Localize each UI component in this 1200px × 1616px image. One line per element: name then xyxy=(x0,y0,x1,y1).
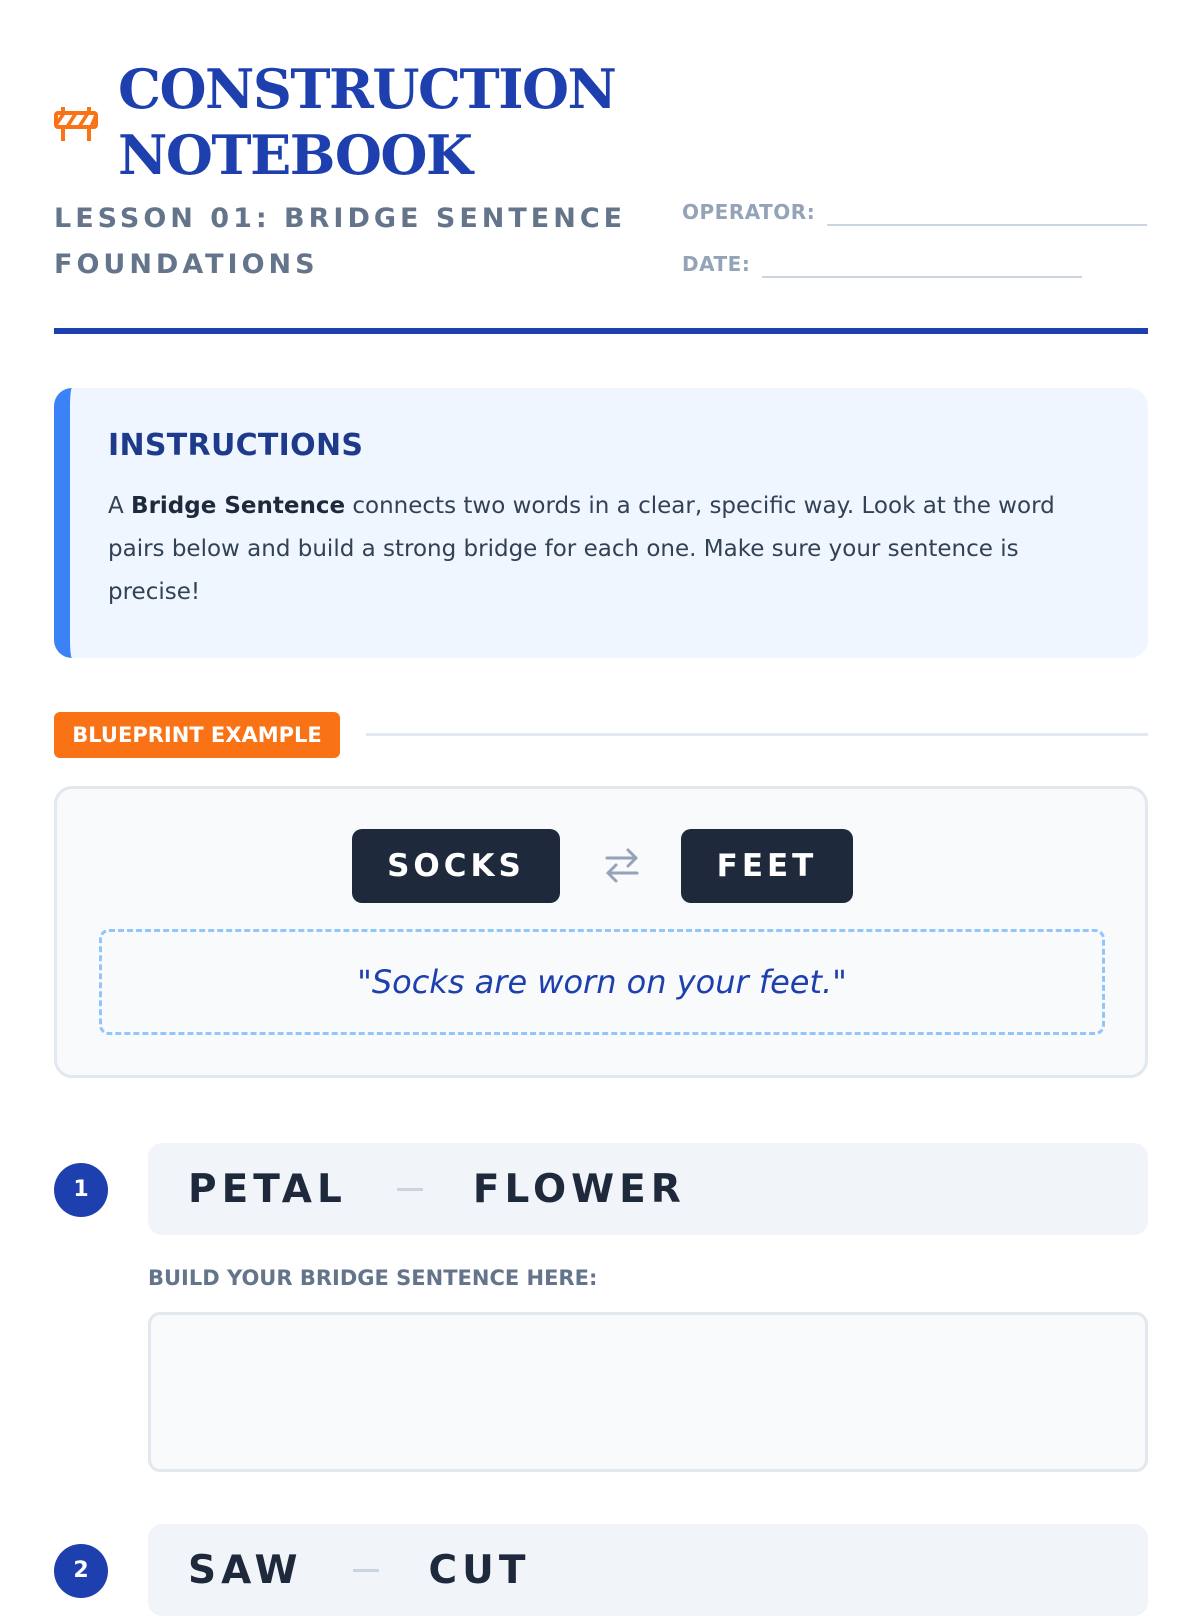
operator-label: OPERATOR: xyxy=(682,200,816,224)
instructions-intro: A xyxy=(108,493,132,519)
page-title-line-1: CONSTRUCTION xyxy=(118,57,616,121)
instructions-title: INSTRUCTIONS xyxy=(108,428,364,463)
word-pair-1-word-b: FLOWER xyxy=(472,1166,686,1212)
instructions-body: connects two words in a clear, specific way. Look at the word pairs below and build a strong bridge for each one. Make sure your sentence is precise! xyxy=(108,493,1055,605)
build-prompt-1: BUILD YOUR BRIDGE SENTENCE HERE: xyxy=(148,1266,598,1290)
exercise-number-2: 2 xyxy=(54,1544,108,1598)
blueprint-card xyxy=(54,786,1148,1078)
word-pair-2-word-b: CUT xyxy=(428,1547,531,1593)
barrier-icon xyxy=(54,103,98,147)
date-input-line[interactable] xyxy=(762,276,1082,278)
word-pair-2-separator xyxy=(353,1569,379,1572)
exercise-number-1: 1 xyxy=(54,1163,108,1217)
date-field xyxy=(682,250,1082,278)
word-pair-2 xyxy=(148,1524,1148,1616)
word-pair-1-separator xyxy=(397,1188,423,1191)
blueprint-word-b: FEET xyxy=(681,829,853,903)
word-pair-1 xyxy=(148,1143,1148,1235)
instructions-panel xyxy=(54,388,1148,658)
blueprint-sentence: "Socks are worn on your feet." xyxy=(99,929,1105,1035)
operator-input-line[interactable] xyxy=(827,224,1147,226)
date-label: DATE: xyxy=(682,252,751,276)
header-divider xyxy=(54,328,1148,334)
lesson-subtitle-line-2: FOUNDATIONS xyxy=(54,249,319,280)
instructions-term: Bridge Sentence xyxy=(131,493,346,519)
blueprint-badge: BLUEPRINT EXAMPLE xyxy=(54,712,340,758)
swap-arrows-icon xyxy=(602,845,642,885)
word-pair-1-word-a: PETAL xyxy=(188,1166,347,1212)
title-block xyxy=(54,56,615,188)
answer-box-1[interactable] xyxy=(148,1312,1148,1472)
blueprint-word-a: SOCKS xyxy=(352,829,560,903)
page-title xyxy=(118,56,615,188)
instructions-text xyxy=(108,485,1088,614)
lesson-subtitle-line-1: LESSON 01: BRIDGE SENTENCE xyxy=(54,203,627,234)
word-pair-2-word-a: SAW xyxy=(188,1547,303,1593)
page-title-line-2: NOTEBOOK xyxy=(118,123,472,187)
blueprint-divider xyxy=(366,733,1148,736)
lesson-subtitle xyxy=(54,196,654,288)
operator-field xyxy=(682,198,1147,226)
